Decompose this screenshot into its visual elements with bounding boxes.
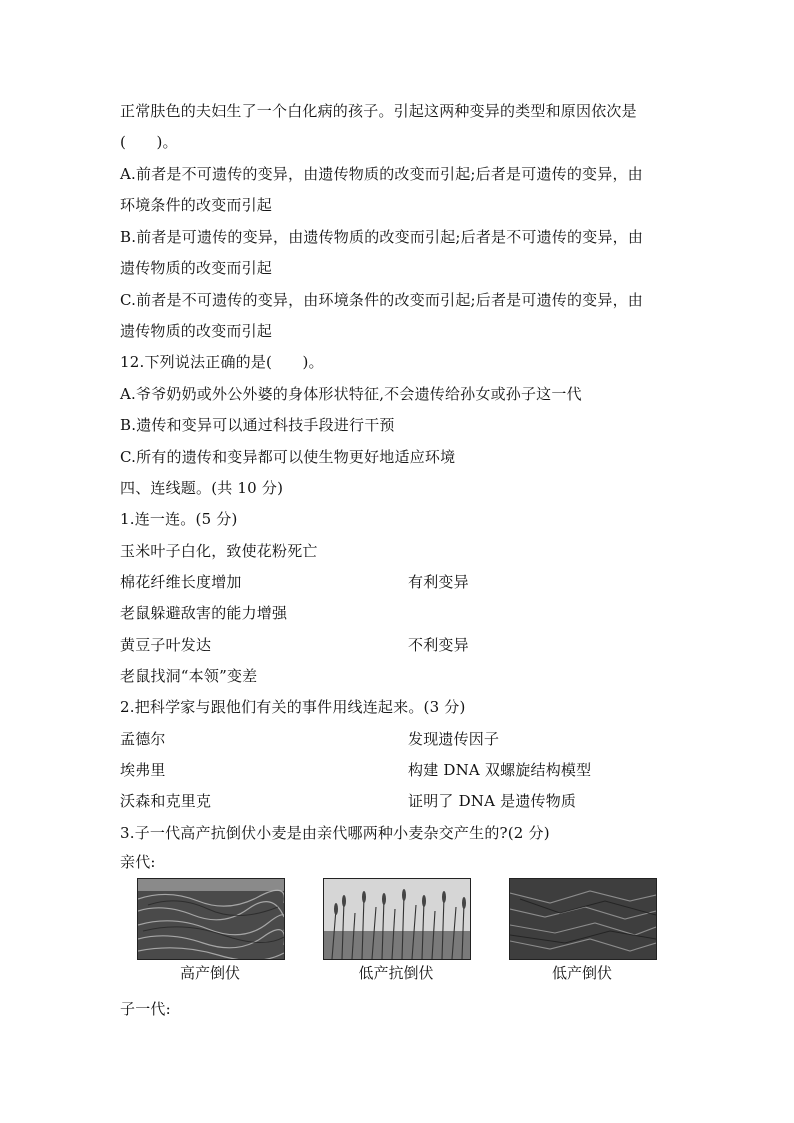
q11-option-c-line2: 遗传物质的改变而引起	[120, 322, 273, 340]
q11-option-c-line1: C.前者是不可遗传的变异，由环境条件的改变而引起;后者是可遗传的变异，由	[120, 291, 643, 309]
match3-title: 3.子一代高产抗倒伏小麦是由亲代哪两种小麦杂交产生的?(2 分)	[120, 824, 550, 842]
photo-caption: 低产抗倒伏	[358, 964, 434, 982]
photo-caption: 低产倒伏	[551, 964, 612, 982]
match2-left-item: 孟德尔	[120, 730, 166, 748]
wheat-photo-high-yield-lodging	[137, 878, 285, 960]
wheat-photo-low-yield-lodging-resistant	[323, 878, 471, 960]
match2-right-item: 构建 DNA 双螺旋结构模型	[408, 761, 592, 779]
photo-caption: 高产倒伏	[179, 964, 240, 982]
match1-title: 1.连一连。(5 分)	[120, 510, 238, 528]
match1-left-item: 棉花纤维长度增加	[120, 573, 242, 591]
q11-option-a-line1: A.前者是不可遗传的变异，由遗传物质的改变而引起;后者是可遗传的变异，由	[120, 165, 643, 183]
child-generation-label: 子一代:	[120, 1000, 171, 1018]
q12-option-b: B.遗传和变异可以通过科技手段进行干预	[120, 416, 395, 434]
section-4-title: 四、连线题。(共 10 分)	[120, 479, 284, 497]
q12-stem: 12.下列说法正确的是( )。	[120, 353, 324, 371]
match1-right-item: 不利变异	[408, 636, 469, 654]
match2-right-item: 证明了 DNA 是遗传物质	[408, 792, 577, 810]
match2-title: 2.把科学家与跟他们有关的事件用线连起来。(3 分)	[120, 698, 466, 716]
parent-generation-label: 亲代:	[120, 853, 156, 871]
q11-stem-line: 正常肤色的夫妇生了一个白化病的孩子。引起这两种变异的类型和原因依次是	[120, 102, 637, 120]
match2-left-item: 埃弗里	[120, 761, 166, 779]
q12-option-c: C.所有的遗传和变异都可以使生物更好地适应环境	[120, 448, 456, 466]
wheat-photo-low-yield-lodging	[509, 878, 657, 960]
match1-right-item: 有利变异	[408, 573, 469, 591]
q11-option-b-line2: 遗传物质的改变而引起	[120, 259, 273, 277]
q12-option-a: A.爷爷奶奶或外公外婆的身体形状特征,不会遗传给孙女或孙子这一代	[120, 385, 582, 403]
match2-left-item: 沃森和克里克	[120, 792, 212, 810]
match1-left-item: 黄豆子叶发达	[120, 636, 212, 654]
match2-right-item: 发现遗传因子	[408, 730, 500, 748]
q11-answer-paren: ( )。	[120, 133, 178, 151]
q11-option-a-line2: 环境条件的改变而引起	[120, 196, 273, 214]
match1-left-item: 老鼠找洞“本领”变差	[120, 667, 258, 685]
q11-option-b-line1: B.前者是可遗传的变异，由遗传物质的改变而引起;后者是不可遗传的变异，由	[120, 228, 644, 246]
match1-left-item: 玉米叶子白化，致使花粉死亡	[120, 542, 318, 560]
match1-left-item: 老鼠躲避敌害的能力增强	[120, 604, 288, 622]
